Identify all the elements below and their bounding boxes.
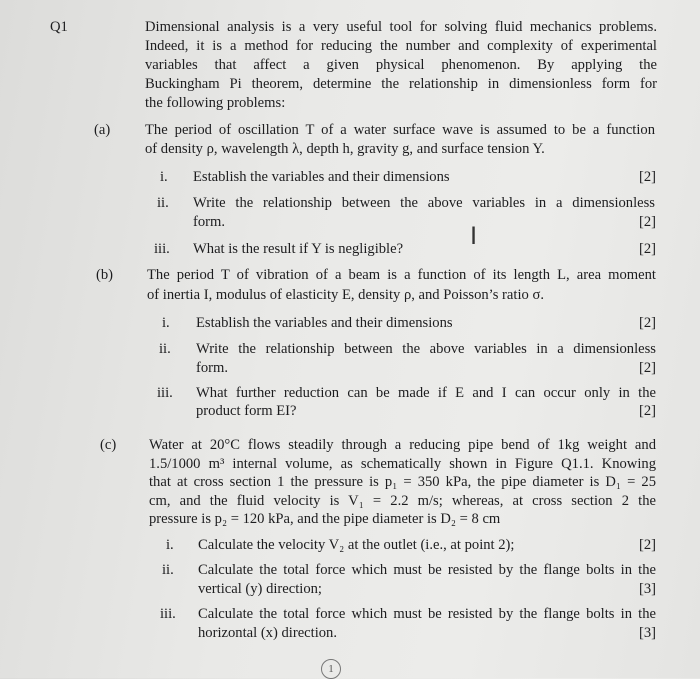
item-number: ii. [157,195,169,211]
item-text: Establish the variables and their dimensions [193,169,450,185]
part-label: (c) [100,437,117,453]
text-line: the following problems: [145,95,286,111]
text-line: of inertia I, modulus of elasticity E, density ρ, and Poisson’s ratio σ. [147,287,544,303]
text-line: variables that affect a given physical phenomenon. By applying the [145,57,657,73]
item-text: What is the result if Y is negligible? [193,241,404,257]
item-number: iii. [160,606,176,622]
item-text: Calculate the velocity V₂ at the outlet (i.e., at point 2); [198,537,515,553]
text-line: Water at 20°C flows steadily through a reducing pipe bend of 1kg weight and [149,437,656,453]
item-mark: [3] [638,625,656,641]
part-label: (b) [96,267,114,283]
item-number: iii. [154,241,170,257]
text-line: pressure is p₂ = 120 kPa, and the pipe diameter is D₂ = 8 cm [149,511,501,527]
item-number: i. [162,315,170,331]
item-number: i. [160,169,168,185]
text-line: of density ρ, wavelength λ, depth h, gravity g, and surface tension Y. [145,141,545,157]
page-number: 1 [321,659,341,679]
text-line: The period T of vibration of a beam is a function of its length L, area moment [147,267,656,283]
item-number: iii. [157,385,173,401]
item-mark: [2] [638,315,656,331]
item-mark: [3] [638,581,656,597]
item-text: form. [196,360,229,376]
item-text: vertical (y) direction; [198,581,322,597]
question-label: Q1 [50,19,68,35]
text-line: Dimensional analysis is a very useful tool for solving fluid mechanics problems. [145,19,657,35]
item-mark: [2] [638,169,656,185]
item-text: Write the relationship between the above variables in a dimensionless [193,195,655,211]
text-line: cm, and the fluid velocity is V₁ = 2.2 m/s; whereas, at cross section 2 the [149,493,656,509]
item-mark: [2] [638,360,656,376]
item-text: Calculate the total force which must be resisted by the flange bolts in the [198,562,656,578]
item-text: Calculate the total force which must be resisted by the flange bolts in the [198,606,656,622]
text-line: Buckingham Pi theorem, determine the relationship in dimensionless form for [145,76,657,92]
text-cursor-icon: I [470,222,478,250]
part-label: (a) [94,122,111,138]
item-text: product form EI? [196,403,297,419]
item-mark: [2] [638,537,656,553]
item-text: Establish the variables and their dimensions [196,315,453,331]
item-mark: [2] [638,403,656,419]
item-mark: [2] [638,214,656,230]
text-line: that at cross section 1 the pressure is p₁ = 350 kPa, the pipe diameter is D₁ = 25 [149,474,656,490]
item-mark: [2] [638,241,656,257]
item-text: form. [193,214,226,230]
item-number: ii. [162,562,174,578]
item-text: Write the relationship between the above variables in a dimensionless [196,341,656,357]
item-number: i. [166,537,174,553]
item-text: horizontal (x) direction. [198,625,337,641]
text-line: The period of oscillation T of a water surface wave is assumed to be a function [145,122,655,138]
text-line: Indeed, it is a method for reducing the number and complexity of experimental [145,38,657,54]
item-text: What further reduction can be made if E and I can occur only in the [196,385,656,401]
item-number: ii. [159,341,171,357]
text-line: 1.5/1000 m³ internal volume, as schematically shown in Figure Q1.1. Knowing [149,456,656,472]
